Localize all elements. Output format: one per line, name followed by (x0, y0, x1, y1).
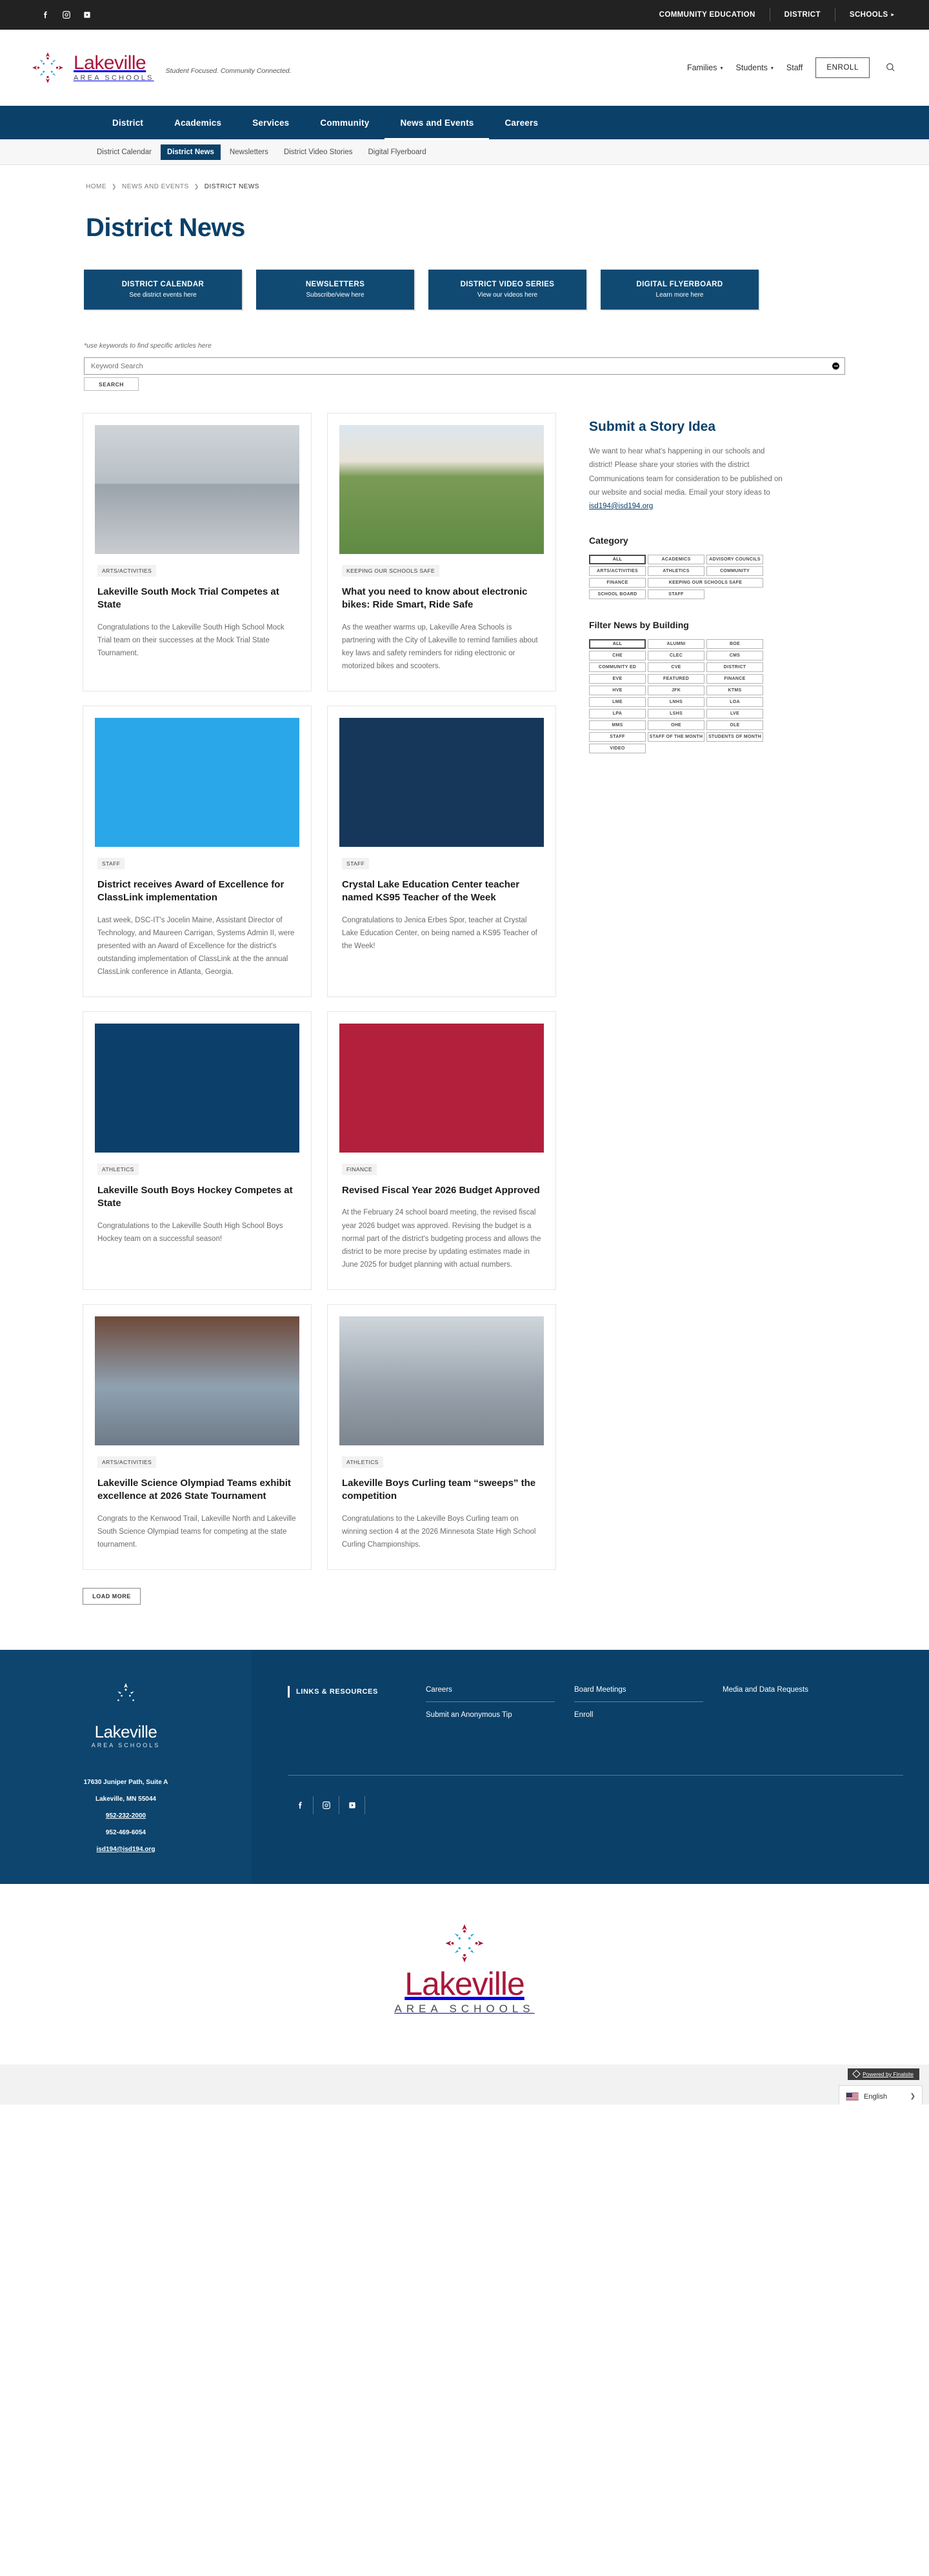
category-filter-finance[interactable]: FINANCE (589, 578, 646, 588)
category-heading: Category (589, 535, 628, 546)
category-filter-community[interactable]: COMMUNITY (706, 566, 763, 576)
footer-link-board-meetings[interactable]: Board Meetings (574, 1686, 703, 1702)
search-icon[interactable] (883, 59, 898, 77)
footer-brand-subtitle: AREA SCHOOLS (91, 1741, 161, 1749)
header-nav-families[interactable] (687, 63, 723, 72)
news-grid (83, 413, 557, 1570)
news-card-tag: FINANCE (342, 1164, 377, 1175)
cta-subtitle: View our videos here (477, 292, 538, 299)
page-title: District News (86, 213, 245, 242)
news-card[interactable] (83, 413, 312, 691)
news-card-title: District receives Award of Excellence for ClassLink implementation (97, 879, 285, 904)
building-filter-finance[interactable]: FINANCE (706, 674, 763, 684)
breadcrumb-home[interactable]: HOME (86, 183, 106, 190)
news-card-tag: STAFF (342, 858, 369, 869)
instagram-icon[interactable] (61, 9, 72, 21)
news-column (83, 413, 557, 1605)
news-card-tag: ATHLETICS (342, 1456, 383, 1468)
building-filter-group (589, 639, 783, 753)
building-filter-alumni[interactable]: ALUMNI (648, 639, 704, 649)
news-card-title: Lakeville Boys Curling team “sweeps” the competition (342, 1478, 536, 1502)
footer-social-links (288, 1796, 903, 1814)
cta-digital-flyerboard[interactable] (601, 270, 759, 310)
news-card-text: As the weather warms up, Lakeville Area Schools is partnering with the City of Lakeville to remind families about key laws and safety reminders for riding electronic or motorized bikes and scooters. (342, 623, 538, 670)
search-block (0, 350, 929, 391)
chevron-right-icon: ❯ (194, 183, 199, 190)
subnav-item-district-news[interactable]: District News (161, 144, 221, 160)
chevron-down-icon: ▾ (770, 65, 774, 72)
sidebar-description-text: We want to hear what's happening in our schools and district! Please share your stories with the district Communications team for consideration to be published on our website and social media. Email your story ideas to (589, 448, 783, 497)
building-filter-lnhs[interactable]: LNHS (648, 697, 704, 707)
utility-links (645, 8, 908, 21)
footer-email[interactable]: isd194@isd194.org (96, 1845, 155, 1853)
footer-phone-2: 952-469-6054 (105, 1828, 146, 1836)
chevron-right-icon: ❯ (910, 2093, 915, 2101)
building-filter-hve[interactable]: HVE (589, 686, 646, 695)
footer-address-line2: Lakeville, MN 55044 (95, 1795, 156, 1803)
footer-link-careers[interactable]: Careers (426, 1686, 555, 1702)
building-filter-lme[interactable]: LME (589, 697, 646, 707)
category-filter-athletics[interactable]: ATHLETICS (648, 566, 704, 576)
breadcrumb (0, 165, 929, 190)
subnav-item-newsletters[interactable]: Newsletters (229, 148, 268, 156)
utility-link-district[interactable]: DISTRICT (784, 11, 821, 19)
building-filter-students-of-month[interactable]: STUDENTS OF MONTH (706, 732, 763, 742)
news-card-title: Lakeville Science Olympiad Teams exhibit excellence at 2026 State Tournament (97, 1478, 291, 1502)
site-tagline: Student Focused. Community Connected. (165, 67, 292, 75)
compass-logo-icon (31, 51, 65, 84)
search-submit-button[interactable]: SEARCH (84, 377, 139, 391)
compass-logo-icon (107, 1681, 145, 1718)
footer-links-column (252, 1650, 929, 1884)
language-selector[interactable] (839, 2085, 923, 2105)
nav-item-services[interactable]: Services (252, 117, 290, 128)
news-card[interactable] (327, 1304, 556, 1570)
footer-link-column-1 (426, 1686, 574, 1727)
sidebar-description (589, 445, 783, 513)
news-card-title: Lakeville South Mock Trial Competes at State (97, 586, 279, 611)
header-nav-students[interactable] (736, 63, 774, 72)
news-card-title: What you need to know about electronic bikes: Ride Smart, Ride Safe (342, 586, 528, 611)
nav-item-community[interactable]: Community (320, 117, 370, 128)
news-card[interactable] (327, 413, 556, 691)
building-filter-video[interactable]: VIDEO (589, 744, 646, 753)
header-nav (687, 57, 898, 78)
search-hint: *use keywords to find specific articles here (84, 342, 212, 350)
building-filter-lshs[interactable]: LSHS (648, 709, 704, 718)
news-card-tag: STAFF (97, 858, 125, 869)
building-filter-staff-of-the-month[interactable]: STAFF OF THE MONTH (648, 732, 704, 742)
finalsite-bar (0, 2065, 929, 2105)
building-filter-jfk[interactable]: JFK (648, 686, 704, 695)
building-filter-all[interactable]: ALL (589, 639, 646, 649)
sidebar-title: Submit a Story Idea (589, 419, 716, 434)
news-card[interactable] (327, 706, 556, 997)
enroll-button[interactable]: ENROLL (815, 57, 870, 78)
header-nav-students-label: Students (735, 63, 768, 72)
bottom-brand-name: Lakeville (405, 1965, 524, 2002)
building-filter-clec[interactable]: CLEC (648, 651, 704, 660)
news-card-tag: KEEPING OUR SCHOOLS SAFE (342, 565, 439, 577)
cta-district-video-series[interactable] (428, 270, 586, 310)
search-input[interactable] (91, 362, 838, 370)
news-card-text: Congratulations to Jenica Erbes Spor, teacher at Crystal Lake Education Center, on being named a KS95 Teacher of the Week! (342, 916, 537, 950)
footer-brand-column (0, 1650, 252, 1884)
news-card-text: Congratulations to the Lakeville Boys Curling team on winning section 4 at the 2026 Minnesota State High School Curling Championships. (342, 1514, 536, 1549)
nav-item-academics[interactable]: Academics (174, 117, 222, 128)
bottom-logo[interactable] (394, 1923, 534, 2016)
chevron-right-icon: ❯ (112, 183, 117, 190)
sidebar (557, 413, 841, 1605)
youtube-icon[interactable] (81, 9, 93, 21)
utility-social-links (40, 9, 93, 21)
cta-subtitle: See district events here (129, 292, 197, 299)
content-area (0, 391, 929, 1605)
search-field[interactable] (84, 357, 845, 375)
news-card-tag: ARTS/ACTIVITIES (97, 1456, 156, 1468)
news-card-image (339, 1316, 544, 1445)
building-filter-staff[interactable]: STAFF (589, 732, 646, 742)
footer-address-line1: 17630 Juniper Path, Suite A (83, 1778, 168, 1786)
footer-link-columns (426, 1686, 871, 1727)
footer-link-enroll[interactable]: Enroll (574, 1710, 594, 1719)
clear-icon[interactable] (832, 362, 839, 370)
language-label: English (864, 2092, 888, 2101)
news-card[interactable] (83, 1011, 312, 1290)
cta-title: DISTRICT CALENDAR (121, 281, 205, 288)
footer-brand-name: Lakeville (94, 1721, 157, 1741)
us-flag-icon (846, 2092, 859, 2101)
building-filter-mms[interactable]: MMS (589, 720, 646, 730)
cta-subtitle: Learn more here (655, 292, 704, 299)
building-filter-eve[interactable]: EVE (589, 674, 646, 684)
accent-bar (288, 1686, 290, 1698)
cta-district-calendar[interactable] (84, 270, 242, 310)
building-filter-district[interactable]: DISTRICT (706, 662, 763, 672)
caret-right-icon: ▸ (891, 12, 894, 18)
footer-link-column-2 (574, 1686, 723, 1727)
chevron-down-icon: ▾ (720, 65, 723, 72)
news-card-tag: ATHLETICS (97, 1164, 139, 1175)
instagram-icon[interactable] (314, 1796, 339, 1814)
news-card-image (95, 1316, 299, 1445)
sub-navigation (0, 139, 929, 165)
building-filter-community-ed[interactable]: COMMUNITY ED (589, 662, 646, 672)
building-filter-ktms[interactable]: KTMS (706, 686, 763, 695)
utility-bar (0, 0, 929, 30)
building-filter-ohe[interactable]: OHE (648, 720, 704, 730)
news-card-text: Last week, DSC-IT's Jocelin Maine, Assistant Director of Technology, and Maureen Carrigan, Systems Admin II, were presented with an Award of Excellence for the district's outstanding implementation of ClassLink at the the annual ClassLink conference in Atlanta, Georgia. (97, 916, 295, 976)
nav-item-careers[interactable]: Careers (504, 117, 539, 128)
category-filter-all[interactable]: ALL (589, 555, 646, 564)
category-filter-advisory-councils[interactable]: ADVISORY COUNCILS (706, 555, 763, 564)
news-card-title: Lakeville South Boys Hockey Competes at State (97, 1185, 293, 1209)
brand-name: Lakeville (74, 52, 146, 74)
news-card[interactable] (83, 1304, 312, 1570)
site-footer (0, 1650, 929, 1884)
category-filter-school-board[interactable]: SCHOOL BOARD (589, 590, 646, 599)
category-filter-keeping-our-schools-safe[interactable]: KEEPING OUR SCHOOLS SAFE (648, 578, 763, 588)
powered-by-finalsite-badge[interactable] (848, 2068, 919, 2080)
utility-link-community-education[interactable]: COMMUNITY EDUCATION (659, 11, 755, 19)
finalsite-icon (852, 2070, 861, 2079)
breadcrumb-news-and-events[interactable]: NEWS AND EVENTS (122, 183, 189, 190)
building-filter-lve[interactable]: LVE (706, 709, 763, 718)
news-card-image (339, 718, 544, 847)
footer-address (84, 1774, 168, 1858)
subnav-item-district-calendar[interactable]: District Calendar (97, 148, 152, 156)
cta-title: DISTRICT VIDEO SERIES (460, 281, 555, 288)
story-idea-email-link[interactable]: isd194@isd194.org (589, 502, 654, 511)
news-card-text: Congratulations to the Lakeville South High School Mock Trial team on their successes at the Mock Trial State Tournament. (97, 623, 285, 657)
youtube-icon[interactable] (339, 1796, 365, 1814)
building-filter-che[interactable]: CHE (589, 651, 646, 660)
news-card-image (339, 425, 544, 554)
subnav-item-district-video-stories[interactable]: District Video Stories (283, 148, 353, 156)
powered-by-label: Powered by Finalsite (863, 2070, 914, 2077)
category-filter-group (589, 555, 783, 599)
building-filter-loa[interactable]: LOA (706, 697, 763, 707)
site-logo[interactable] (31, 51, 154, 84)
footer-phone-1[interactable]: 952-232-2000 (105, 1812, 146, 1819)
bottom-logo-band (0, 1884, 929, 2065)
compass-logo-icon (444, 1923, 485, 1964)
news-card-image (95, 718, 299, 847)
breadcrumb-current: DISTRICT NEWS (204, 183, 259, 190)
building-filter-cms[interactable]: CMS (706, 651, 763, 660)
footer-divider (288, 1775, 903, 1776)
building-filter-cve[interactable]: CVE (648, 662, 704, 672)
news-card-title: Crystal Lake Education Center teacher named KS95 Teacher of the Week (342, 879, 520, 904)
cta-title: NEWSLETTERS (305, 281, 365, 288)
site-header (0, 30, 929, 106)
building-filter-ole[interactable]: OLE (706, 720, 763, 730)
header-nav-families-label: Families (686, 63, 717, 72)
footer-link-column-3 (723, 1686, 871, 1727)
news-card-title: Revised Fiscal Year 2026 Budget Approved (342, 1185, 540, 1196)
cta-newsletters[interactable] (256, 270, 414, 310)
news-card-text: Congrats to the Kenwood Trail, Lakeville North and Lakeville South Science Olympiad teams for competing at the state tournament. (97, 1514, 296, 1549)
nav-item-news-and-events[interactable]: News and Events (385, 106, 489, 139)
facebook-icon[interactable] (288, 1796, 314, 1814)
bottom-brand-subtitle: AREA SCHOOLS (394, 2002, 535, 2015)
subnav-item-digital-flyerboard[interactable]: Digital Flyerboard (368, 148, 426, 156)
building-filter-lpa[interactable]: LPA (589, 709, 646, 718)
cta-row (0, 243, 929, 310)
cta-title: DIGITAL FLYERBOARD (636, 281, 723, 288)
building-heading: Filter News by Building (589, 620, 689, 631)
news-card-image (95, 1024, 299, 1153)
facebook-icon[interactable] (40, 9, 52, 21)
building-filter-boe[interactable]: BOE (706, 639, 763, 649)
footer-link-submit-anonymous-tip[interactable]: Submit an Anonymous Tip (426, 1710, 512, 1719)
cta-subtitle: Subscribe/view here (306, 292, 365, 299)
utility-link-schools-label: SCHOOLS (849, 11, 888, 19)
category-filter-academics[interactable]: ACADEMICS (648, 555, 704, 564)
building-filter-featured[interactable]: FEATURED (648, 674, 704, 684)
load-more-button[interactable]: LOAD MORE (83, 1588, 141, 1605)
news-card-text: Congratulations to the Lakeville South High School Boys Hockey team on a successful season! (97, 1222, 283, 1243)
news-card-tag: ARTS/ACTIVITIES (97, 565, 156, 577)
news-card-image (95, 425, 299, 554)
utility-link-schools[interactable] (835, 11, 908, 19)
news-card[interactable] (83, 706, 312, 997)
main-navigation (0, 106, 929, 139)
category-filter-arts-activities[interactable]: ARTS/ACTIVITIES (589, 566, 646, 576)
footer-link-media-and-data-requests[interactable]: Media and Data Requests (723, 1685, 808, 1694)
news-card[interactable] (327, 1011, 556, 1290)
header-nav-staff[interactable]: Staff (786, 63, 803, 72)
news-card-image (339, 1024, 544, 1153)
news-card-text: At the February 24 school board meeting, the revised fiscal year 2026 budget was approved. Revising the budget is a normal part of the district's budgeting process and allows the district to be more precise by updating estimates made in June 2025 for budget planning with actual numbers. (342, 1209, 541, 1269)
nav-item-district[interactable]: District (112, 117, 144, 128)
footer-links-title: LINKS & RESOURCES (296, 1687, 378, 1696)
brand-subtitle: AREA SCHOOLS (74, 74, 154, 82)
category-filter-staff[interactable]: STAFF (648, 590, 704, 599)
